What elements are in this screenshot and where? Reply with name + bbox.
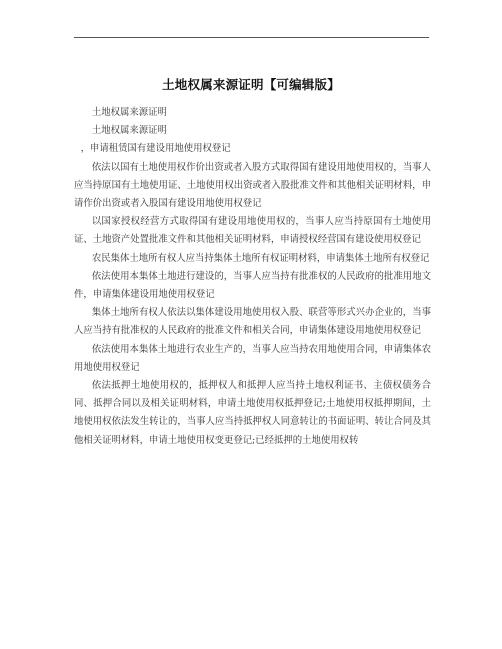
paragraph: 农民集体土地所有权人应当持集体土地所有权证明材料，申请集体土地所有权登记 (91, 252, 430, 264)
paragraph: 土地权属来源证明 (91, 107, 167, 118)
paragraph: 土地权属来源证明 (91, 125, 167, 137)
document-body (74, 104, 431, 450)
document-title: 土地权属来源证明【可编辑版】 (162, 77, 340, 92)
paragraph: 以国家授权经营方式取得国有建设用地使用权的，当事人应当持原国有土地使用证、土地资产处置批准文件和其他相关证明材料，申请授权经营国有建设使用权登记 (74, 216, 431, 246)
paragraph: ，申请租赁国有建设用地使用权登记 (80, 143, 231, 155)
paragraph: 依法以国有土地使用权作价出资或者入股方式取得国有建设用地使用权的，当事人应当持原国有土地使用证、土地使用权出资或者入股批准文件和其他相关证明材料，申请作价出资或者入股国有建设用地使用权登记 (74, 161, 431, 210)
paragraph: 集体土地所有权人依法以集体建设用地使用权入股、联营等形式兴办企业的，当事人应当持有批准权的人民政府的批准文件和相关合同，申请集体建设用地使用权登记 (74, 307, 431, 337)
paragraph: 依法使用本集体土地进行建设的，当事人应当持有批准权的人民政府的批准用地文件，申请集体建设用地使用权登记 (74, 270, 431, 301)
paragraph: 依法使用本集体土地进行农业生产的，当事人应当持农用地使用合同，申请集体农用地使用权登记 (74, 343, 431, 373)
header-rule (74, 37, 429, 38)
paragraph: 依法抵押土地使用权的，抵押权人和抵押人应当持土地权利证书、主债权债务合同、抵押合同以及相关证明材料，申请土地使用权抵押登记;土地使用权抵押期间，土地使用权依法发生转让的，当事人应当持抵押权人同意转让的书面证明、转让合同及其他相关证明材料，申请土地使用权变更登记;已经抵押的土地使用权转 (74, 380, 431, 446)
